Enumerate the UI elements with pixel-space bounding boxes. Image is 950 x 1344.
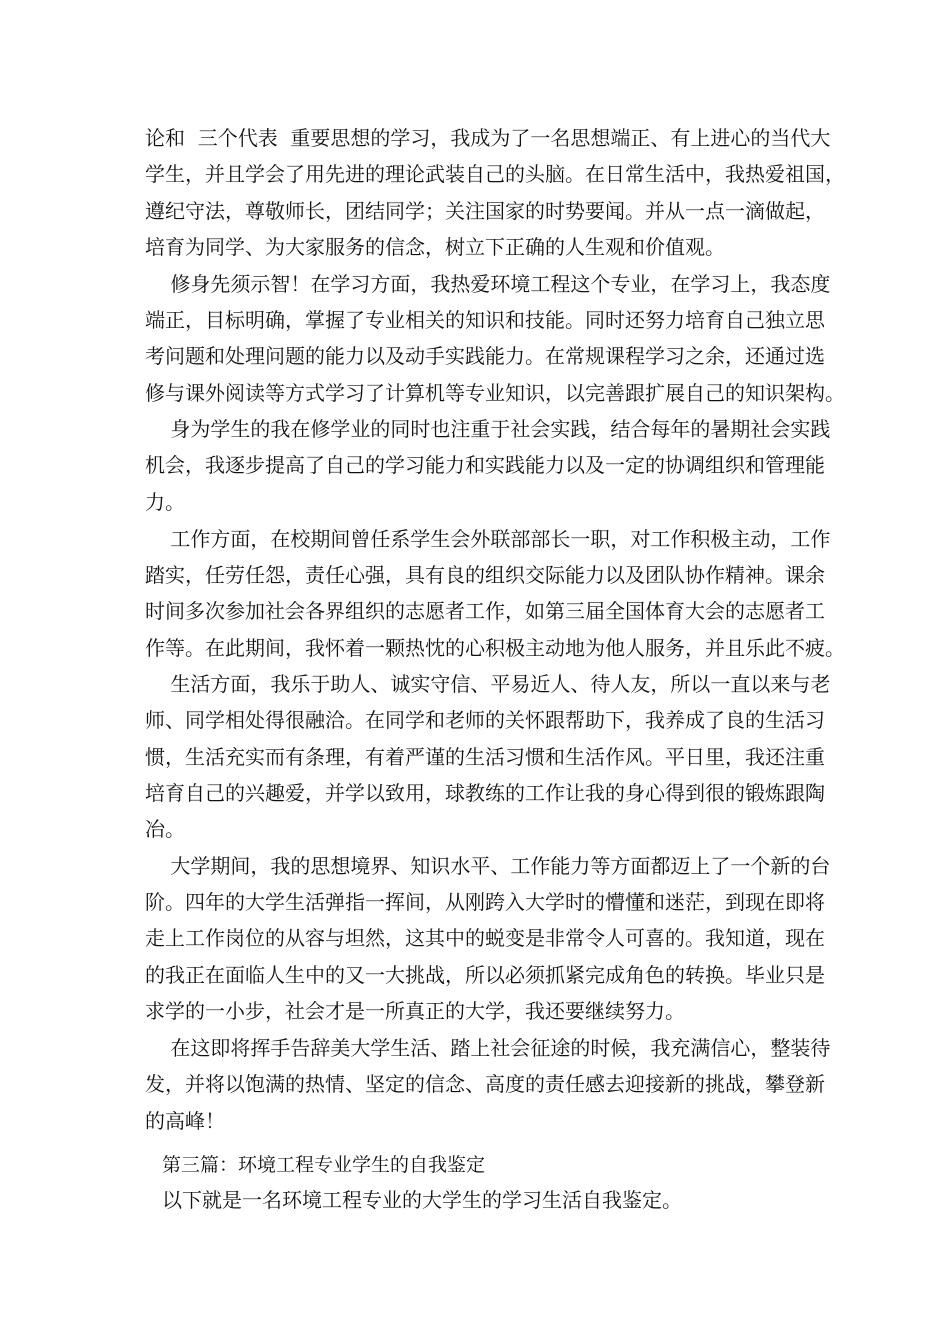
text-line: 培育自己的兴趣爱，并学以致用，球教练的工作让我的身心得到很的锻炼跟陶 <box>145 781 825 805</box>
text-line: 工作方面，在校期间曾任系学生会外联部部长一职，对工作积极主动，工作 <box>145 527 831 551</box>
text-line: 身为学生的我在修学业的同时也注重于社会实践，结合每年的暑期社会实践 <box>145 417 831 441</box>
text-line: 大学期间，我的思想境界、知识水平、工作能力等方面都迈上了一个新的台 <box>145 854 831 878</box>
text-line: 作等。在此期间，我怀着一颗热忱的心积极主动地为他人服务，并且乐此不疲。 <box>145 636 845 660</box>
text-line: 时间多次参加社会各界组织的志愿者工作，如第三届全国体育大会的志愿者工 <box>145 599 825 623</box>
text-line: 生活方面，我乐于助人、诚实守信、平易近人、待人友，所以一直以来与老 <box>145 672 831 696</box>
text-line: 阶。四年的大学生活弹指一挥间，从刚跨入大学时的懵懂和迷茫，到现在即将 <box>145 890 825 914</box>
text-line: 力。 <box>145 490 185 514</box>
text-line: 师、同学相处得很融洽。在同学和老师的关怀跟帮助下，我养成了良的生活习 <box>145 708 825 732</box>
text-line: 的我正在面临人生中的又一大挑战，所以必须抓紧完成角色的转换。毕业只是 <box>145 963 825 987</box>
text-line: 修与课外阅读等方式学习了计算机等专业知识，以完善跟扩展自己的知识架构。 <box>145 381 845 405</box>
text-line: 惯，生活充实而有条理，有着严谨的生活习惯和生活作风。平日里，我还注重 <box>145 745 825 769</box>
text-line: 踏实，任劳任怨，责任心强，具有良的组织交际能力以及团队协作精神。课余 <box>145 563 825 587</box>
text-line: 求学的一小步，社会才是一所真正的大学，我还要继续努力。 <box>145 999 685 1023</box>
text-line: 机会，我逐步提高了自己的学习能力和实践能力以及一定的协调组织和管理能 <box>145 453 825 477</box>
text-line: 遵纪守法，尊敬师长，团结同学；关注国家的时势要闻。并从一点一滴做起， <box>145 199 825 223</box>
text-line: 端正，目标明确，掌握了专业相关的知识和技能。同时还努力培育自己独立思 <box>145 308 825 332</box>
text-line: 走上工作岗位的从容与坦然，这其中的蜕变是非常令人可喜的。我知道，现在 <box>145 926 825 950</box>
text-line: 在这即将挥手告辞美大学生活、踏上社会征途的时候，我充满信心，整装待 <box>145 1036 831 1060</box>
text-line: 考问题和处理问题的能力以及动手实践能力。在常规课程学习之余，还通过选 <box>145 344 825 368</box>
text-line: 论和 三个代表 重要思想的学习，我成为了一名思想端正、有上进心的当代大 <box>145 126 831 150</box>
closing-line: 以下就是一名环境工程专业的大学生的学习生活自我鉴定。 <box>162 1188 682 1212</box>
section-heading: 第三篇：环境工程专业学生的自我鉴定 <box>162 1154 486 1176</box>
text-line: 培育为同学、为大家服务的信念，树立下正确的人生观和价值观。 <box>145 235 725 259</box>
text-line: 修身先须示智！在学习方面，我热爱环境工程这个专业，在学习上，我态度 <box>145 272 831 296</box>
text-line: 发，并将以饱满的热情、坚定的信念、高度的责任感去迎接新的挑战，攀登新 <box>145 1072 825 1096</box>
text-line: 的高峰！ <box>145 1109 225 1133</box>
text-line: 学生，并且学会了用先进的理论武装自己的头脑。在日常生活中，我热爱祖国， <box>145 162 845 186</box>
text-line: 冶。 <box>145 817 185 841</box>
